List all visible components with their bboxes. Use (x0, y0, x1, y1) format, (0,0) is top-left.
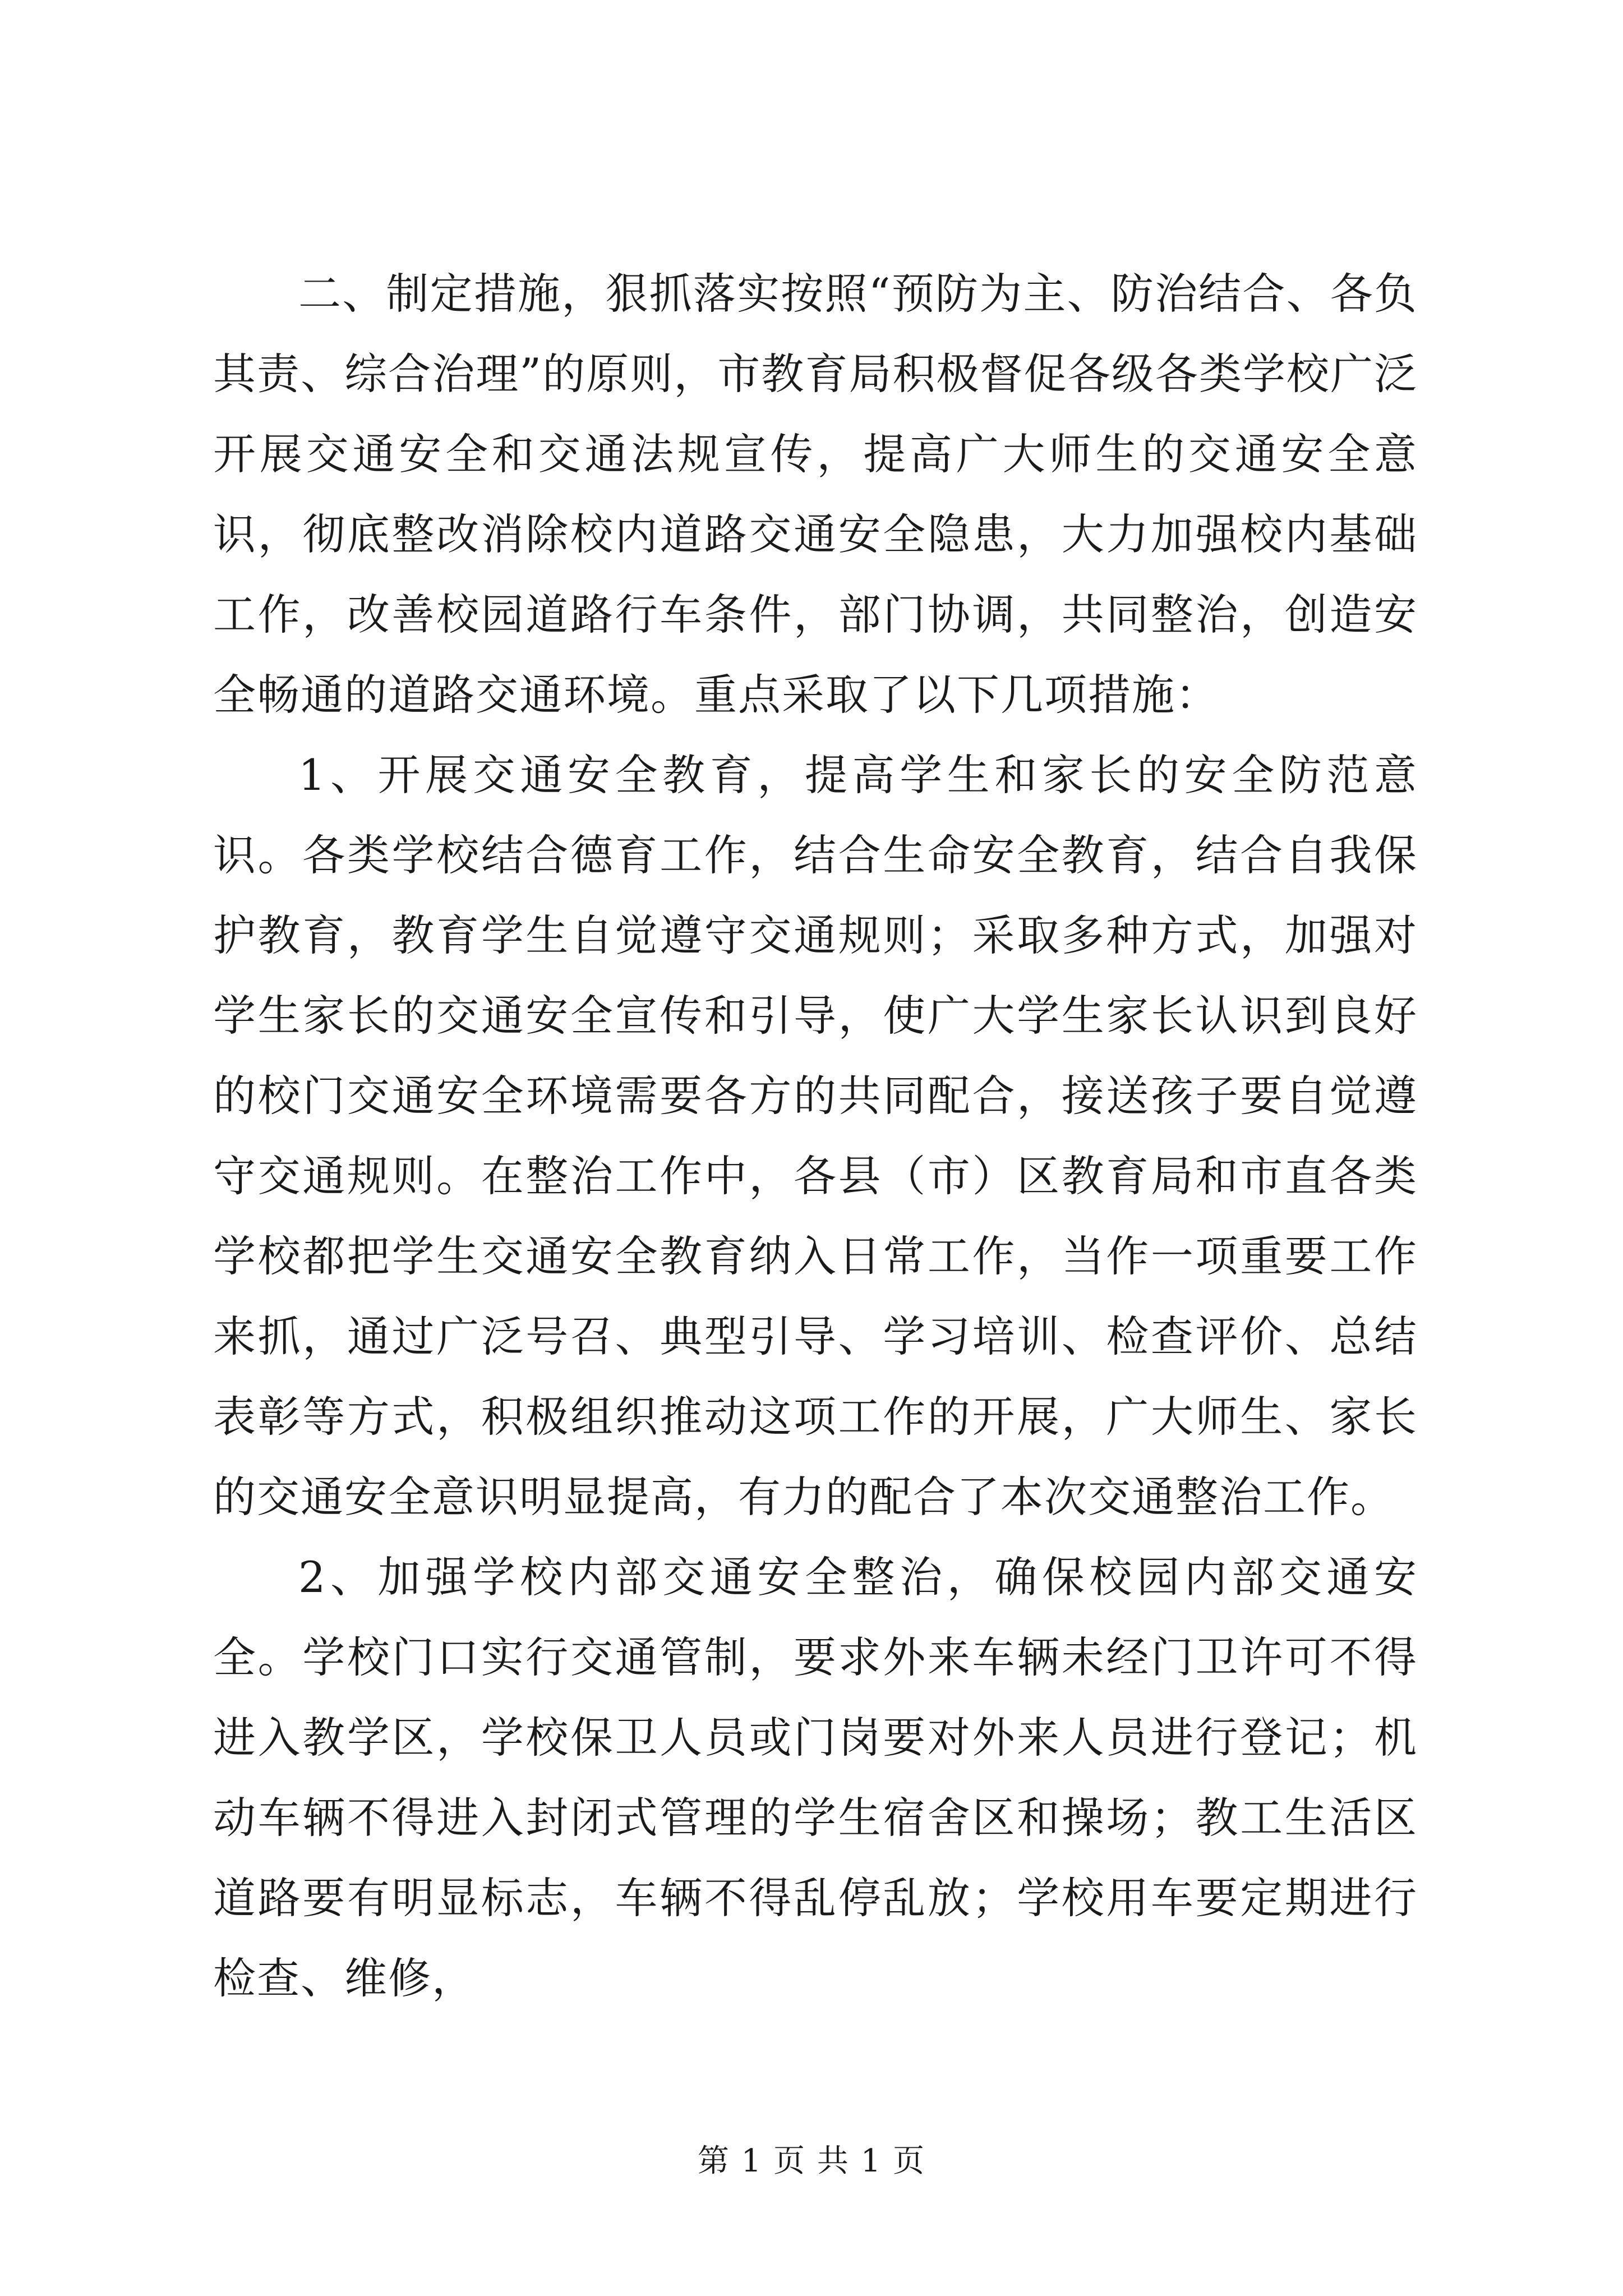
paragraph-safety-education: 1、开展交通安全教育，提高学生和家长的安全防范意识。各类学校结合德育工作，结合生命安全教育，结合自我保护教育，教育学生自觉遵守交通规则；采取多种方式，加强对学生家长的交通安全宣传和引导，使广大学生家长认识到良好的校门交通安全环境需要各方的共同配合，接送孩子要自觉遵守交通规则。在整治工作中，各县（市）区教育局和市直各类学校都把学生交通安全教育纳入日常工作，当作一项重要工作来抓，通过广泛号召、典型引导、学习培训、检查评价、总结表彰等方式，积极组织推动这项工作的开展，广大师生、家长的交通安全意识明显提高，有力的配合了本次交通整治工作。 (213, 750, 1418, 1522)
paragraph-measures-intro: 二、制定措施，狠抓落实按照“预防为主、防治结合、各负其责、综合治理”的原则，市教育局积极督促各级各类学校广泛开展交通安全和交通法规宣传，提高广大师生的交通安全意识，彻底整改消除校内道路交通安全隐患，大力加强校内基础工作，改善校园道路行车条件，部门协调，共同整治，创造安全畅通的道路交通环境。重点采取了以下几项措施： (213, 269, 1418, 720)
page-footer: 第 1 页 共 1 页 (697, 2143, 926, 2179)
paragraph-campus-traffic: 2、加强学校内部交通安全整治，确保校园内部交通安全。学校门口实行交通管制，要求外来车辆未经门卫许可不得进入教学区，学校保卫人员或门岗要对外来人员进行登记；机动车辆不得进入封闭式管理的学生宿舍区和操场；教工生活区道路要有明显标志，车辆不得乱停乱放；学校用车要定期进行检查、维修， (213, 1552, 1418, 2003)
document-body (213, 254, 1418, 2018)
